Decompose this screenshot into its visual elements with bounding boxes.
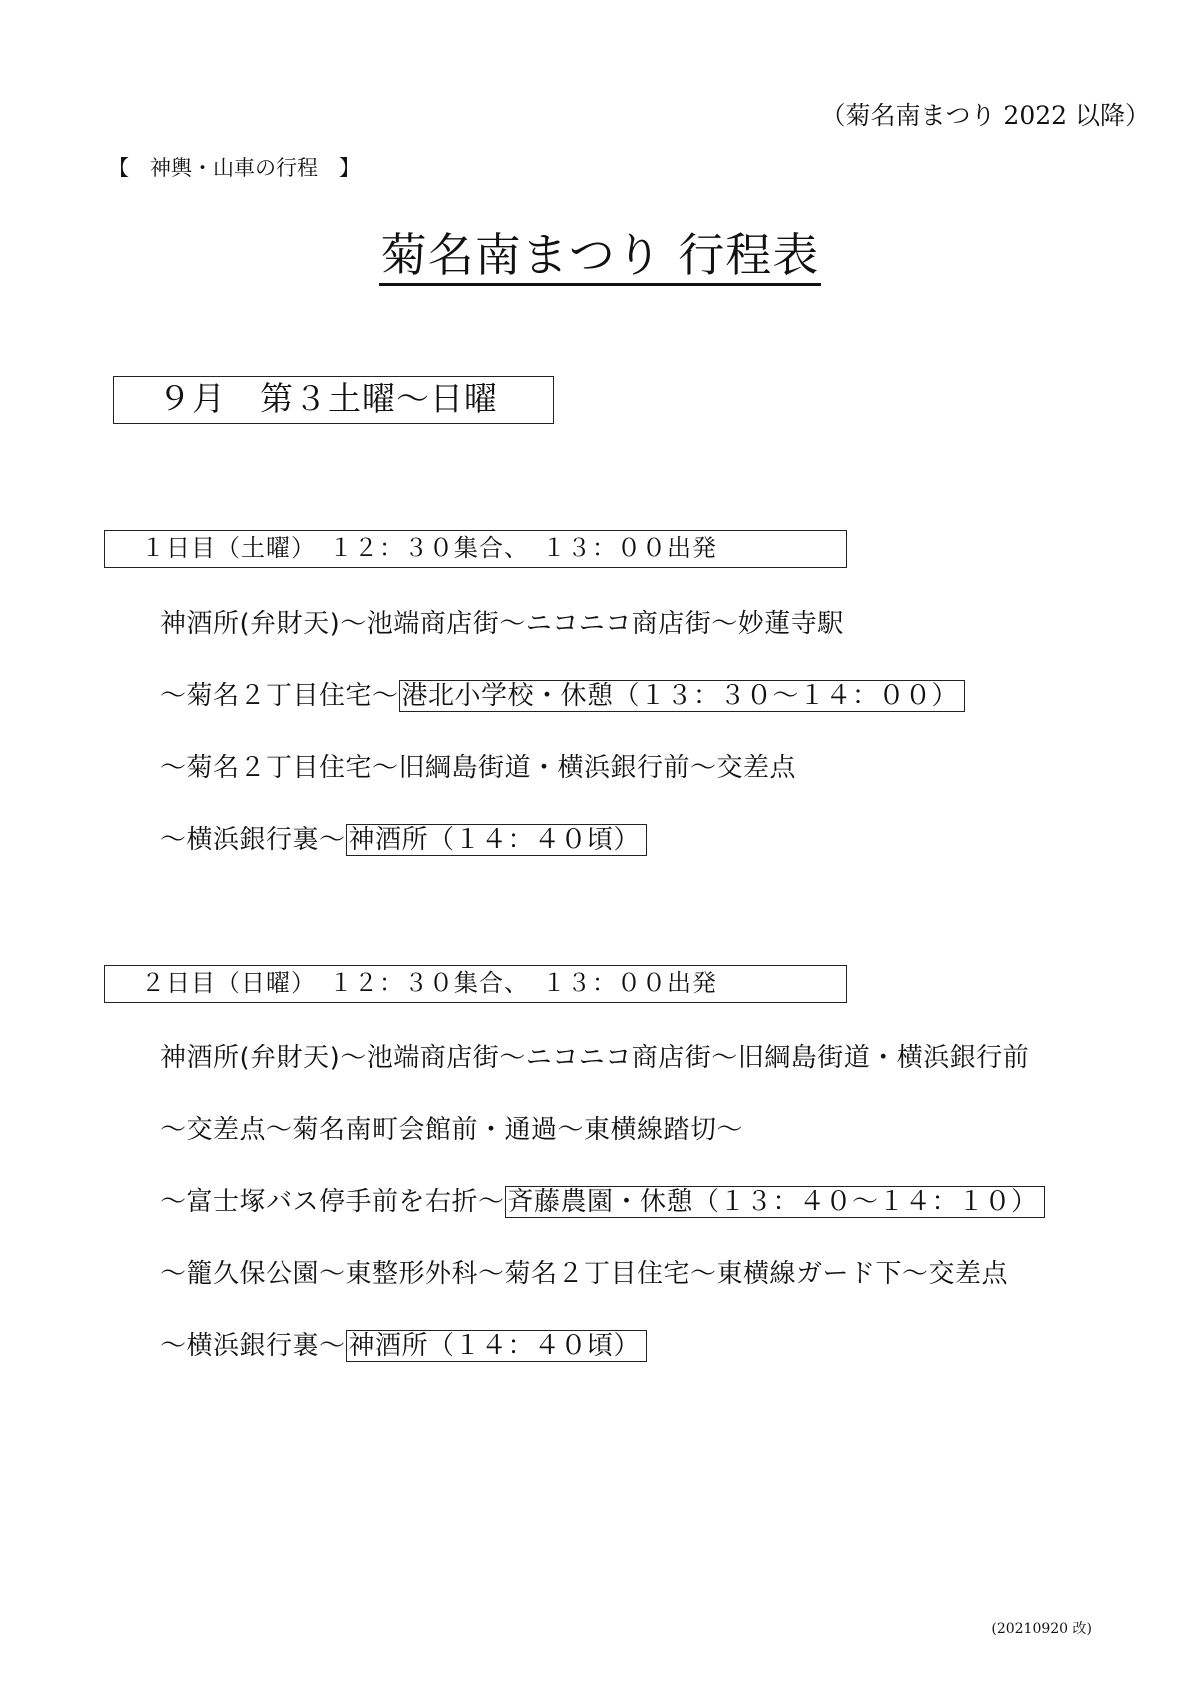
- day2-arrival-box: 神酒所（１４：４０頃）: [346, 1330, 648, 1362]
- document-title: [0, 228, 1200, 286]
- day1-heading: １日目（土曜） １２：３０集合、 １３：００出発: [104, 530, 847, 568]
- day2-route-line-4: ～籠久保公園～東整形外科～菊名２丁目住宅～東横線ガード下～交差点: [160, 1259, 1009, 1289]
- day1-route-line-2-prefix: ～菊名２丁目住宅～: [160, 681, 399, 711]
- day2-route-line-5-prefix: ～横浜銀行裏～: [160, 1331, 346, 1361]
- day1-route-line-2: [160, 676, 965, 716]
- document-title-text: 菊名南まつり 行程表: [379, 228, 822, 286]
- date-box: ９月 第３土曜～日曜: [113, 376, 554, 424]
- top-note: （菊名南まつり 2022 以降）: [820, 101, 1150, 130]
- revision-note: (20210920 改): [991, 1621, 1092, 1637]
- day2-route-line-3-prefix: ～富士塚バス停手前を右折～: [160, 1187, 505, 1217]
- day1-arrival-box: 神酒所（１４：４０頃）: [346, 824, 648, 856]
- day2-rest-stop-box: 斉藤農園・休憩（１３：４０～１４：１０）: [505, 1186, 1045, 1218]
- day2-route-line-3: [160, 1182, 1045, 1222]
- day2-route-line-2: ～交差点～菊名南町会館前・通過～東横線踏切～: [160, 1115, 744, 1145]
- section-label: 【 神輿・山車の行程 】: [108, 156, 360, 180]
- day2-heading: ２日目（日曜） １２：３０集合、 １３：００出発: [104, 965, 847, 1003]
- day1-rest-stop-box: 港北小学校・休憩（１３：３０～１４：００）: [399, 680, 966, 712]
- day1-route-line-4-prefix: ～横浜銀行裏～: [160, 825, 346, 855]
- day1-route-line-1: 神酒所(弁財天)～池端商店街～ニコニコ商店街～妙蓮寺駅: [160, 609, 844, 639]
- day1-route-line-4: [160, 820, 647, 860]
- day2-route-line-1: 神酒所(弁財天)～池端商店街～ニコニコ商店街～旧綱島街道・横浜銀行前: [160, 1043, 1030, 1073]
- day2-route-line-5: [160, 1326, 647, 1366]
- day1-route-line-3: ～菊名２丁目住宅～旧綱島街道・横浜銀行前～交差点: [160, 753, 797, 783]
